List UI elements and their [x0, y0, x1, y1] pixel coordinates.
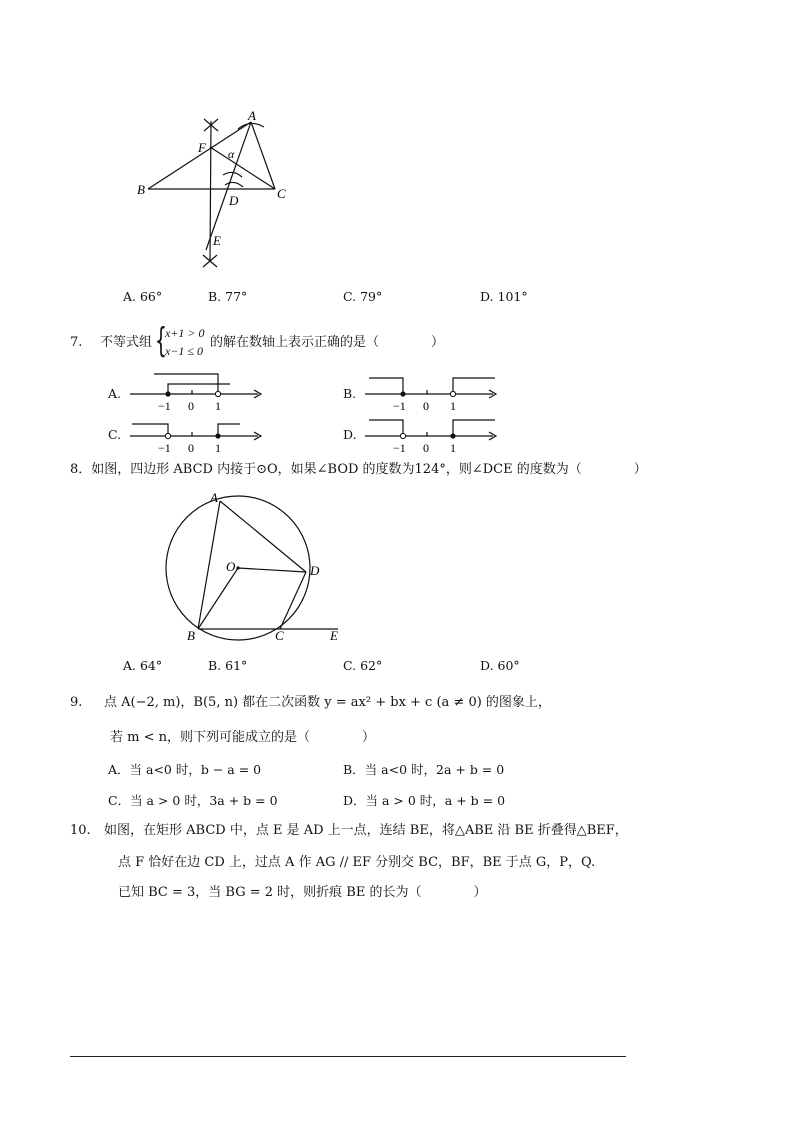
q9-line-1: 点 A(−2, m)，B(5, n) 都在二次函数 y = ax² + bx + c (a ≠ 0) 的图象上，: [104, 695, 551, 710]
q6-figure: [130, 105, 300, 270]
segment-ab: [198, 501, 220, 629]
q9-option-c[interactable]: C．当 a > 0 时，3a + b = 0: [108, 793, 278, 808]
q7-number-line-c[interactable]: [130, 414, 265, 458]
label-alpha: α: [228, 147, 235, 161]
q7-number-line-b[interactable]: [365, 368, 500, 416]
label-b: B: [187, 628, 195, 643]
q10-number: 10.: [70, 823, 91, 838]
label-a: A: [210, 490, 218, 505]
q7-prefix: 不等式组: [100, 335, 153, 350]
arc-d2: [225, 182, 243, 187]
q9-number: 9.: [70, 695, 83, 710]
svg-text:1: 1: [450, 399, 456, 413]
label-d: D: [229, 193, 239, 208]
q10-line-1: 如图，在矩形 ABCD 中，点 E 是 AD 上一点，连结 BE，将△ABE 沿 BE 折叠得△BEF，: [104, 823, 628, 838]
svg-text:0: 0: [188, 399, 194, 413]
label-e: E: [213, 233, 221, 248]
segment-ac: [251, 122, 275, 189]
q7-number-line-a[interactable]: [130, 368, 265, 416]
q8-figure: [160, 488, 360, 648]
svg-text:0: 0: [423, 441, 429, 455]
svg-text:0: 0: [188, 441, 194, 455]
q7-option-b[interactable]: B.: [343, 386, 357, 401]
q6-option-a[interactable]: A. 66°: [123, 289, 163, 304]
q10-line-2: 点 F 恰好在边 CD 上，过点 A 作 AG // EF 分别交 BC，BF，BE 于点 G，P，Q.: [118, 855, 596, 870]
q10-line-3: 已知 BC = 3，当 BG = 2 时，则折痕 BE 的长为（ ）: [118, 885, 487, 900]
label-c: C: [275, 628, 284, 643]
svg-text:1: 1: [215, 399, 221, 413]
q6-option-b[interactable]: B. 77°: [208, 289, 248, 304]
q7-number: 7.: [70, 335, 83, 350]
svg-text:−1: −1: [393, 399, 406, 413]
label-d: D: [310, 563, 320, 578]
svg-text:−1: −1: [158, 399, 171, 413]
q7-option-d[interactable]: D.: [343, 427, 357, 442]
q6-option-d[interactable]: D. 101°: [480, 289, 528, 304]
label-a: A: [248, 108, 256, 123]
svg-text:1: 1: [450, 441, 456, 455]
q9-option-b[interactable]: B．当 a<0 时，2a + b = 0: [343, 762, 505, 777]
label-c: C: [277, 186, 286, 201]
q6-option-c[interactable]: C. 79°: [343, 289, 383, 304]
segment-ae: [206, 122, 251, 250]
svg-text:1: 1: [215, 441, 221, 455]
q7-suffix: 的解在数轴上表示正确的是（ ）: [210, 335, 445, 350]
q7-number-line-d[interactable]: [365, 414, 500, 458]
segment-fc: [210, 147, 275, 189]
q7-option-c[interactable]: C.: [108, 427, 122, 442]
q7-inequality-2: x−1 ≤ 0: [165, 344, 204, 358]
segment-ob: [198, 568, 238, 629]
q7-option-a[interactable]: A.: [108, 386, 122, 401]
q7-inequality-1: x+1 > 0: [165, 326, 205, 340]
label-o: O: [226, 559, 236, 574]
q9-option-d[interactable]: D．当 a > 0 时，a + b = 0: [343, 793, 506, 808]
svg-text:0: 0: [423, 399, 429, 413]
segment-od: [238, 568, 306, 572]
q9-line-2: 若 m < n，则下列可能成立的是（ ）: [110, 730, 375, 745]
q8-option-a[interactable]: A. 64°: [123, 658, 163, 673]
q7-brace: {: [155, 321, 167, 361]
svg-text:−1: −1: [158, 441, 171, 455]
label-b: B: [137, 182, 145, 197]
footer-rule: [70, 1056, 626, 1057]
q8-option-c[interactable]: C. 62°: [343, 658, 383, 673]
label-f: F: [198, 140, 206, 155]
q8-question: 8．如图，四边形 ABCD 内接于⊙O，如果∠BOD 的度数为124°，则∠DCE 的度数为（ ）: [70, 462, 647, 477]
label-e: E: [330, 628, 338, 643]
svg-text:−1: −1: [393, 441, 406, 455]
q8-option-d[interactable]: D. 60°: [480, 658, 520, 673]
segment-ba: [148, 122, 251, 189]
q9-option-a[interactable]: A．当 a<0 时，b − a = 0: [108, 762, 262, 777]
q8-option-b[interactable]: B. 61°: [208, 658, 248, 673]
